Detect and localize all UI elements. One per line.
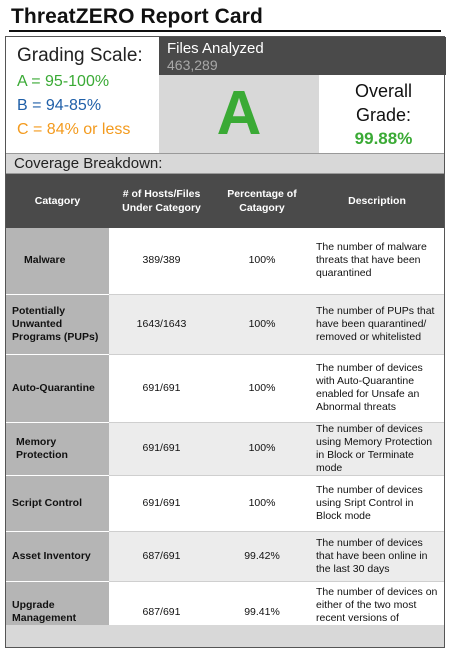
header-percentage: Percentage of Catagory xyxy=(214,174,310,228)
table-row xyxy=(6,354,444,422)
row-percent: 99.42% xyxy=(214,531,310,581)
row-category: Upgrade Management xyxy=(6,581,109,643)
row-category: Potentially Unwanted Programs (PUPs) xyxy=(6,294,109,354)
row-category: Malware xyxy=(6,228,109,294)
footer-strip xyxy=(6,625,444,647)
row-percent: 100% xyxy=(214,294,310,354)
row-category: Asset Inventory xyxy=(6,531,109,581)
row-hosts: 691/691 xyxy=(109,422,214,475)
row-category: Auto-Quarantine xyxy=(6,354,109,422)
row-category: Memory Protection xyxy=(6,422,109,475)
row-hosts: 389/389 xyxy=(109,228,214,294)
row-percent: 100% xyxy=(214,475,310,531)
row-percent: 99.41% xyxy=(214,581,310,643)
row-percent: 100% xyxy=(214,354,310,422)
grading-scale-heading: Grading Scale: xyxy=(17,45,143,66)
grade-b-range: B = 94-85% xyxy=(17,97,102,114)
files-analyzed xyxy=(159,37,446,75)
report-card xyxy=(5,36,445,648)
row-description: The number of devices using Memory Protection in Block or Terminate mode xyxy=(310,422,444,475)
row-hosts: 691/691 xyxy=(109,354,214,422)
grade-box xyxy=(159,75,319,153)
table-row xyxy=(6,294,444,354)
table-row xyxy=(6,475,444,531)
grading-scale xyxy=(11,37,161,153)
overall-grade-percent: 99.88% xyxy=(354,129,413,148)
table-row xyxy=(6,531,444,581)
overall-grade xyxy=(321,75,446,153)
table-header-row xyxy=(6,174,444,228)
row-hosts: 691/691 xyxy=(109,475,214,531)
header-category: Catagory xyxy=(6,174,109,228)
files-analyzed-label: Files Analyzed xyxy=(167,40,264,57)
row-percent: 100% xyxy=(214,422,310,475)
row-description: The number of devices with Auto-Quarantine enabled for Unsafe an Abnormal threats xyxy=(310,354,444,422)
coverage-table xyxy=(6,174,444,644)
files-analyzed-value: 463,289 xyxy=(167,57,218,73)
coverage-breakdown-label: Coverage Breakdown: xyxy=(6,153,444,174)
row-category: Script Control xyxy=(6,475,109,531)
table-row xyxy=(6,422,444,475)
row-hosts: 1643/1643 xyxy=(109,294,214,354)
overall-grade-line2: Grade: xyxy=(355,105,412,125)
header-hosts: # of Hosts/Files Under Category xyxy=(109,174,214,228)
row-description: The number of devices that have been online in the last 30 days xyxy=(310,531,444,581)
grade-a-range: A = 95-100% xyxy=(17,73,110,90)
row-description: The number of devices using Sript Control in Block mode xyxy=(310,475,444,531)
grade-letter: A xyxy=(216,79,262,148)
report-title: ThreatZERO Report Card xyxy=(9,4,441,32)
row-hosts: 687/691 xyxy=(109,581,214,643)
header-description: Description xyxy=(310,174,444,228)
grade-c-range: C = 84% or less xyxy=(17,121,131,138)
row-description: The number of malware threats that have been quarantined xyxy=(310,228,444,294)
row-hosts: 687/691 xyxy=(109,531,214,581)
row-description: The number of PUPs that have been quarantined/ removed or whitelisted xyxy=(310,294,444,354)
row-percent: 100% xyxy=(214,228,310,294)
table-row xyxy=(6,228,444,294)
row-description: The number of devices on either of the two most recent versions of xyxy=(310,581,444,643)
overall-grade-line1: Overall xyxy=(354,81,412,101)
